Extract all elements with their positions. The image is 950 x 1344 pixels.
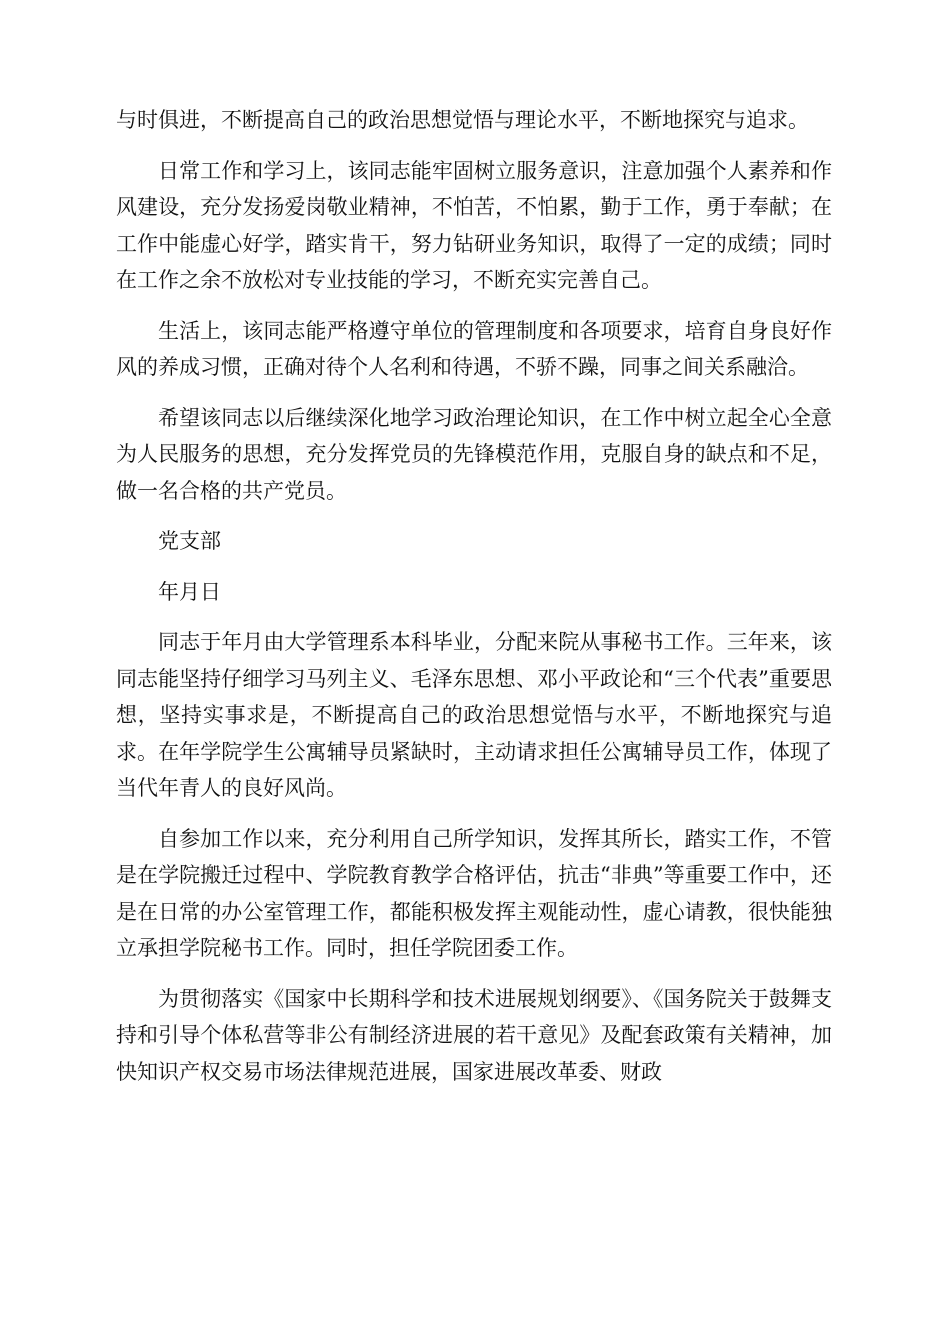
paragraph-continuation: 与时俱进，不断提高自己的政治思想觉悟与理论水平，不断地探究与追求。 bbox=[116, 108, 809, 132]
signature-party-branch: 党支部 bbox=[158, 529, 221, 553]
paragraph-hope: 希望该同志以后继续深化地学习政治理论知识，在工作中树立起全心全意为人民服务的思想，充分发挥党员的先锋模范作用，克服自身的缺点和不足，做一名合格的共产党员。 bbox=[116, 405, 832, 503]
document-page bbox=[116, 102, 832, 1104]
paragraph-work-study: 日常工作和学习上，该同志能牢固树立服务意识，注意加强个人素养和作风建设，充分发扬爱岗敬业精神，不怕苦，不怕累，勤于工作，勇于奉献；在工作中能虚心好学，踏实肯干，努力钻研业务知识，取得了一定的成绩；同时在工作之余不放松对专业技能的学习，不断充实完善自己。 bbox=[116, 158, 832, 292]
signature-date: 年月日 bbox=[158, 579, 221, 604]
paragraph-life: 生活上，该同志能严格遵守单位的管理制度和各项要求，培育自身良好作风的养成习惯，正确对待个人名利和待遇，不骄不躁，同事之间关系融洽。 bbox=[116, 318, 832, 379]
paragraph-graduation: 同志于年月由大学管理系本科毕业，分配来院从事秘书工作。三年来，该同志能坚持仔细学习马列主义、毛泽东思想、邓小平政论和“三个代表”重要思想，坚持实事求是，不断提高自己的政治思想觉悟与水平，不断地探究与追求。在年学院学生公寓辅导员紧缺时，主动请求担任公寓辅导员工作，体现了当代年青人的良好风尚。 bbox=[116, 630, 832, 800]
paragraph-since-joining: 自参加工作以来，充分利用自己所学知识，发挥其所长，踏实工作，不管是在学院搬迁过程中、学院教育教学合格评估，抗击“非典”等重要工作中，还是在日常的办公室管理工作，都能积极发挥主观能动性，虚心请教，很快能独立承担学院秘书工作。同时，担任学院团委工作。 bbox=[116, 826, 832, 960]
paragraph-policy: 为贯彻落实《国家中长期科学和技术进展规划纲要》、《国务院关于鼓舞支持和引导个体私营等非公有制经济进展的若干意见》及配套政策有关精神，加快知识产权交易市场法律规范进展，国家进展改革委、财政 bbox=[116, 986, 832, 1084]
